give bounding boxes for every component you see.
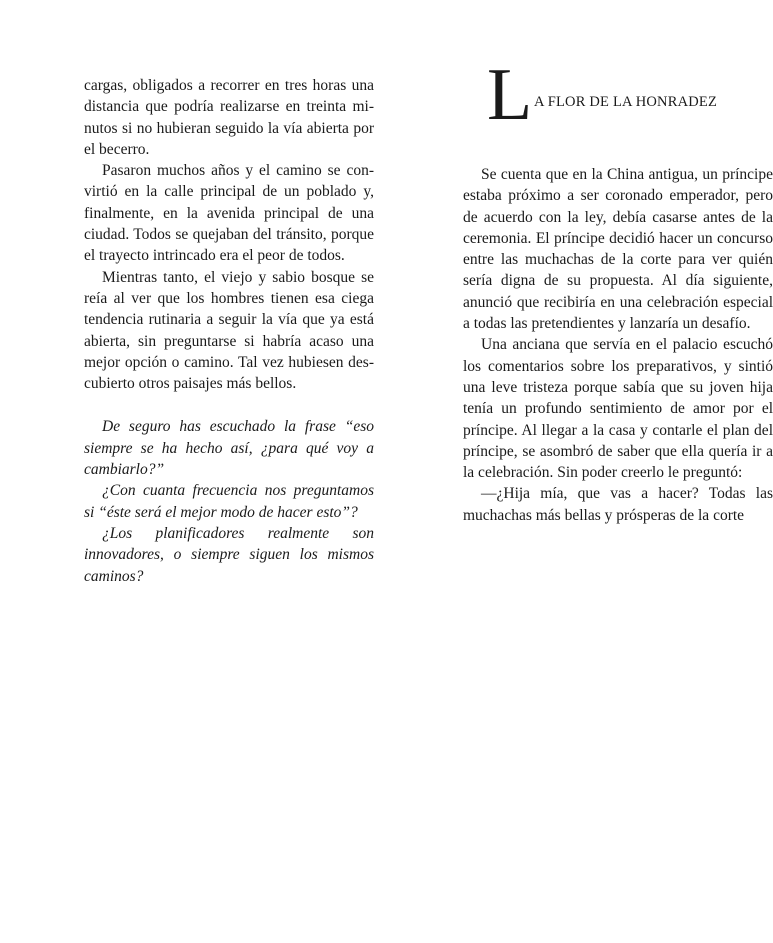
right-paragraph-3: —¿Hija mía, que vas a hacer? Todas las muchachas más bellas y prósperas de la corte	[463, 485, 773, 524]
reflection-paragraph-2: ¿Con cuanta frecuencia nos preguntamos si “éste será el mejor modo de hacer esto”?	[84, 482, 374, 521]
title-drop-cap: L	[487, 54, 533, 136]
right-paragraph-2: Una anciana que servía en el palacio escuchó los comentarios sobre los preparativos, y sintió una leve tristeza porque sabía que su joven hija tenía un profundo sentimiento de amor por el príncipe. Al llegar a la casa y contarle el plan del príncipe, se asombró de saber que ella quería ir a la celebración. Sin poder creerlo le preguntó:	[463, 336, 773, 482]
section-gap	[84, 394, 374, 416]
right-body	[463, 164, 773, 526]
left-paragraph-1: cargas, obligados a recorrer en tres horas una distancia que podría realizarse en treinta minutos si no hubieran seguido la vía abierta por el becerro.	[84, 77, 374, 158]
title-text: A FLOR DE LA HONRADEZ	[534, 94, 718, 110]
reflection-block	[84, 416, 374, 586]
left-body	[84, 75, 374, 394]
right-page	[463, 54, 773, 940]
reflection-paragraph-3: ¿Los planificadores realmente son innovadores, o siempre siguen los mismos caminos?	[84, 524, 374, 585]
left-page	[84, 75, 374, 587]
reflection-paragraph-1: De seguro has escuchado la frase “eso siempre se ha hecho así, ¿para qué voy a cambiarlo?”	[84, 418, 374, 479]
left-paragraph-2: Pasaron muchos años y el camino se convirtió en la calle principal de un poblado y, finalmente, en la avenida principal de una ciudad. Todos se quejaban del tránsito, porque el trayecto intrincado era el peor de todos.	[84, 162, 374, 265]
chapter-title	[463, 54, 773, 164]
right-paragraph-1: Se cuenta que en la China antigua, un príncipe estaba próximo a ser coronado emperador, pero de acuerdo con la ley, debía casarse antes de la ceremonia. El príncipe decidió hacer un concurso entre las muchachas de la corte para ver quién sería digna de su propuesta. Al día siguiente, anunció que recibiría en una celebración especial a todas las pretendientes y lanzaría un desafío.	[463, 166, 773, 333]
left-paragraph-3: Mientras tanto, el viejo y sabio bosque se reía al ver que los hombres tienen esa ciega tendencia rutinaria a seguir la vía que ya está abierta, sin preguntarse si habría acaso una mejor opción o camino. Tal vez hubiesen descubierto otros paisajes más bellos.	[84, 268, 374, 393]
